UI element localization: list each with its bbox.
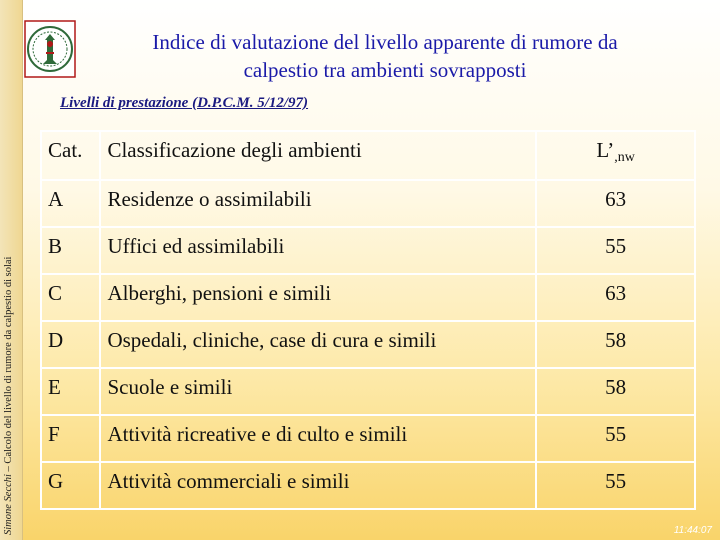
- row-cat: B: [41, 227, 100, 274]
- university-seal-icon: [24, 20, 76, 78]
- row-val: 55: [536, 415, 695, 462]
- sidebar-strip: [0, 0, 23, 540]
- row-desc: Scuole e simili: [100, 368, 536, 415]
- table-row: [41, 180, 695, 227]
- table-row: [41, 227, 695, 274]
- header-val-sub: ,nw: [614, 150, 635, 165]
- row-desc: Alberghi, pensioni e simili: [100, 274, 536, 321]
- sidebar-caption: [3, 257, 14, 535]
- row-val: 58: [536, 368, 695, 415]
- title-line-1: Indice di valutazione del livello apparente di rumore da: [152, 30, 618, 54]
- slide-title: [80, 28, 690, 84]
- header-cat: Cat.: [41, 131, 100, 180]
- table-row: [41, 368, 695, 415]
- table-header-row: [41, 131, 695, 180]
- sidebar-author: Simone Secchi: [3, 474, 14, 535]
- row-desc: Uffici ed assimilabili: [100, 227, 536, 274]
- row-val: 63: [536, 274, 695, 321]
- slide-clock: 11:44:07: [673, 525, 712, 536]
- row-cat: F: [41, 415, 100, 462]
- slide-subtitle: Livelli di prestazione (D.P.C.M. 5/12/97): [60, 95, 309, 111]
- title-line-2: calpestio tra ambienti sovrapposti: [243, 58, 527, 82]
- row-cat: C: [41, 274, 100, 321]
- header-val: [536, 131, 695, 180]
- header-val-main: L’: [596, 138, 615, 162]
- row-cat: D: [41, 321, 100, 368]
- row-desc: Attività commerciali e simili: [100, 462, 536, 509]
- table-row: [41, 415, 695, 462]
- table-row: [41, 462, 695, 509]
- row-val: 63: [536, 180, 695, 227]
- header-desc: Classificazione degli ambienti: [100, 131, 536, 180]
- table-row: [41, 321, 695, 368]
- row-val: 55: [536, 462, 695, 509]
- classification-table: [40, 130, 696, 510]
- row-desc: Residenze o assimilabili: [100, 180, 536, 227]
- row-val: 55: [536, 227, 695, 274]
- sidebar-course: – Calcolo del livello di rumore da calpestio di solai: [3, 256, 14, 475]
- row-cat: E: [41, 368, 100, 415]
- row-desc: Attività ricreative e di culto e simili: [100, 415, 536, 462]
- row-cat: A: [41, 180, 100, 227]
- row-val: 58: [536, 321, 695, 368]
- row-desc: Ospedali, cliniche, case di cura e simili: [100, 321, 536, 368]
- row-cat: G: [41, 462, 100, 509]
- table-row: [41, 274, 695, 321]
